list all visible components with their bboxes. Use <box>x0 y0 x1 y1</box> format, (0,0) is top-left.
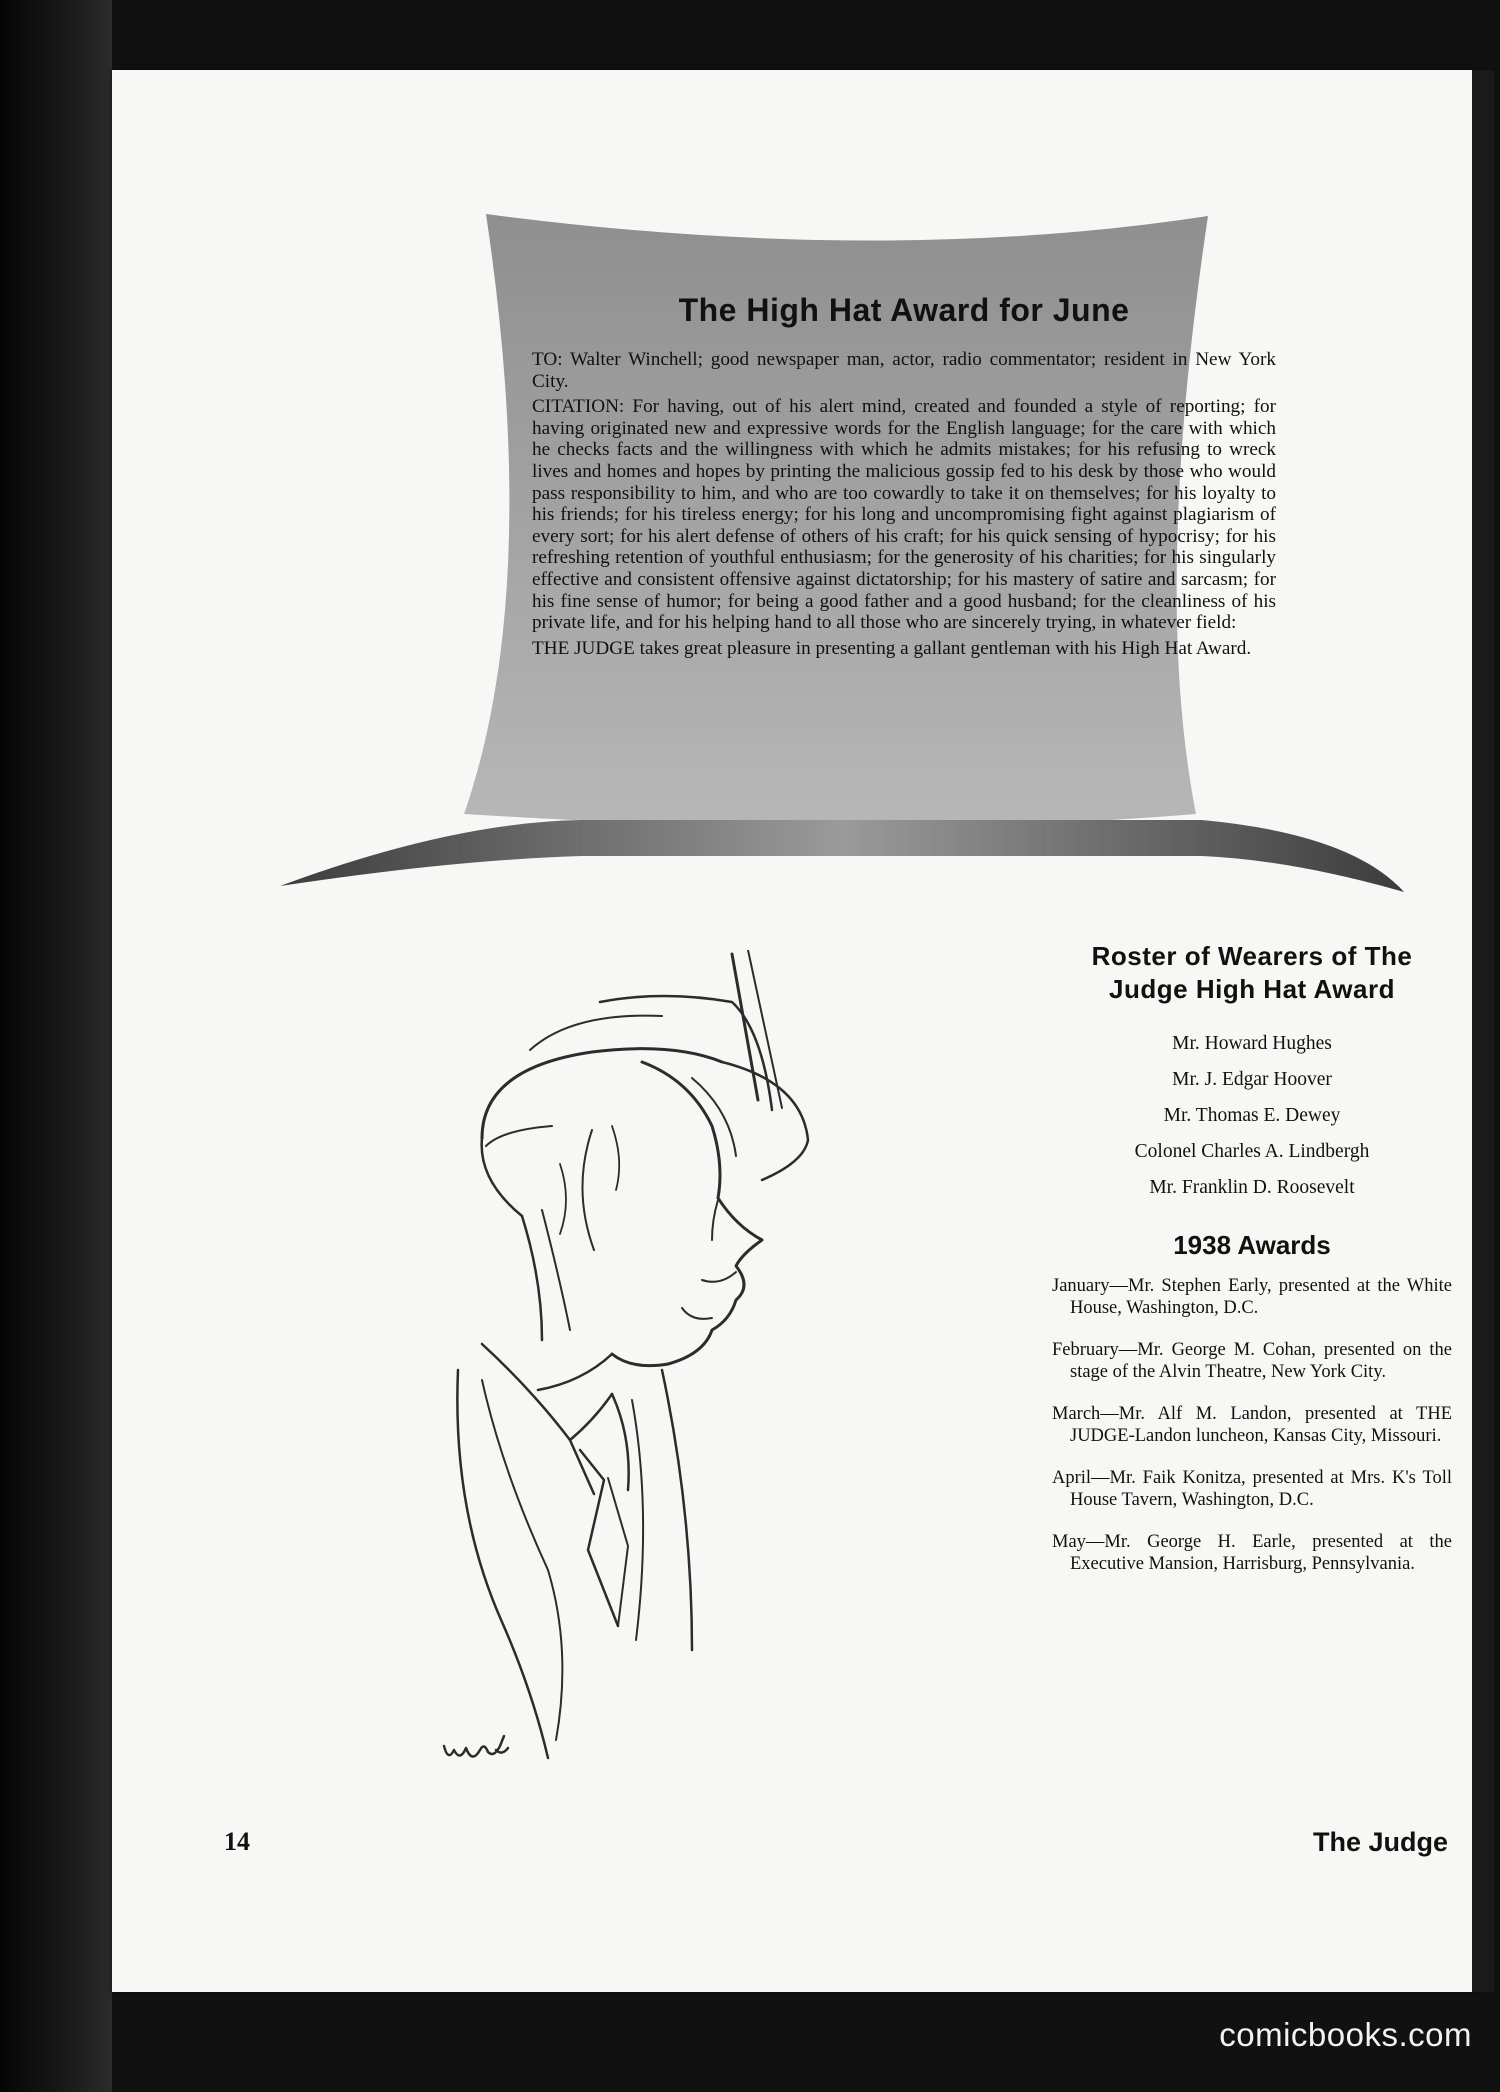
roster-name: Mr. Thomas E. Dewey <box>1163 1105 1341 1126</box>
magazine-page <box>112 70 1480 1992</box>
page-number: 14 <box>224 1827 250 1856</box>
magazine-name: The Judge <box>1312 1827 1448 1857</box>
award-citation: CITATION: For having, out of his alert mind, created and founded a style of reporting; for having originated new and expressive words for the English language; for the care with which he checks facts and the willingness with which he admits mistakes; for his refusing to wreck lives and homes and hopes by printing the malicious gossip fed to his desk by those who would pass responsibility to him, and who are too cowardly to take it on themselves; for his loyalty to his friends; for his tireless energy; for his long and uncompromising fight against plagiarism of every sort; for his alert defense of others of his craft; for his quick sensing of hypocrisy; for his refreshing retention of youthful enthusiasm; for the generosity of his charities; for his singularly effective and consistent offensive against dictatorship; for his mastery of satire and sarcasm; for his fine sense of humor; for being a good father and a good husband; for the cleanliness of his private life, and for his helping hand to all those who are sincerely trying, in whatever field: <box>532 396 1276 634</box>
award-entry: January—Mr. Stephen Early, presented at the White House, Washington, D.C. <box>1052 1276 1452 1318</box>
roster-name: Colonel Charles A. Lindbergh <box>1134 1141 1370 1162</box>
roster-name: Mr. J. Edgar Hoover <box>1172 1069 1332 1090</box>
watermark: comicbooks.com <box>1219 2016 1472 2053</box>
roster-name: Mr. Franklin D. Roosevelt <box>1149 1177 1355 1198</box>
roster-names <box>1052 1026 1452 1206</box>
awards-1938-title: 1938 Awards <box>1173 1230 1331 1260</box>
scan-left-border <box>0 0 112 2092</box>
roster-name: Mr. Howard Hughes <box>1172 1033 1332 1054</box>
award-entry: February—Mr. George M. Cohan, presented on the stage of the Alvin Theatre, New York City. <box>1052 1340 1452 1382</box>
award-to: TO: Walter Winchell; good newspaper man, actor, radio commentator; resident in New York City. <box>532 349 1276 392</box>
award-entry: April—Mr. Faik Konitza, presented at Mrs. K's Toll House Tavern, Washington, D.C. <box>1052 1468 1452 1510</box>
award-entry: March—Mr. Alf M. Landon, presented at THE JUDGE-Landon luncheon, Kansas City, Missouri. <box>1052 1404 1452 1446</box>
roster-title: Roster of Wearers of The Judge High Hat Award <box>1091 941 1413 1004</box>
award-title: The High Hat Award for June <box>678 292 1130 328</box>
hat-brim <box>280 820 1404 892</box>
scan-right-border <box>1472 70 1494 1992</box>
roster-column <box>1052 940 1452 1595</box>
award-closing: THE JUDGE takes great pleasure in presenting a gallant gentleman with his High Hat Award. <box>532 637 1252 659</box>
award-entry: May—Mr. George H. Earle, presented at the Executive Mansion, Harrisburg, Pennsylvania. <box>1052 1532 1452 1574</box>
award-citation-block <box>532 292 1276 663</box>
